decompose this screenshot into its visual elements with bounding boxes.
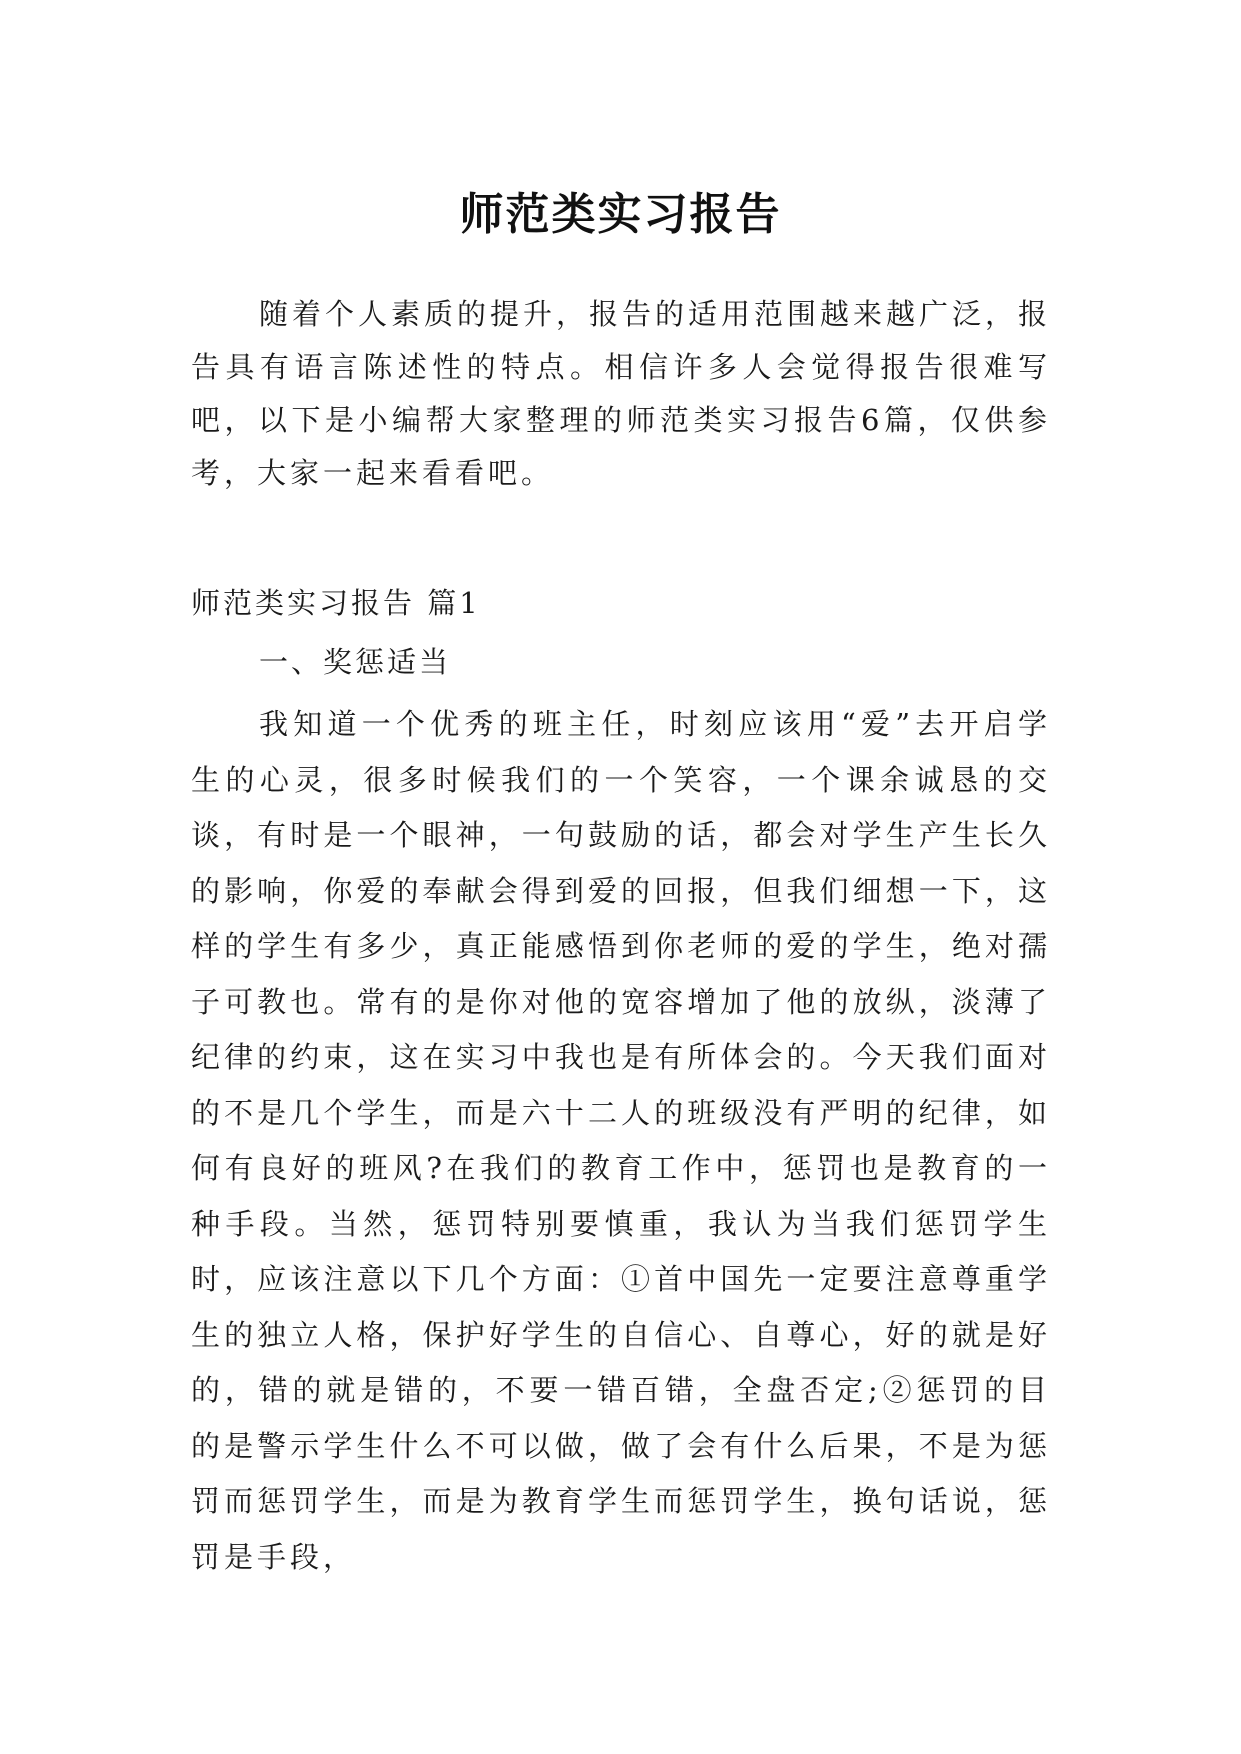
section-heading: 师范类实习报告 篇1 bbox=[191, 586, 481, 620]
intro-paragraph: 随着个人素质的提升，报告的适用范围越来越广泛，报告具有语言陈述性的特点。相信许多人会觉得报告很难写吧，以下是小编帮大家整理的师范类实习报告6篇，仅供参考，大家一起来看看吧。 bbox=[191, 297, 1052, 490]
sub-heading: 一、奖惩适当 bbox=[259, 645, 452, 679]
document-title: 师范类实习报告 bbox=[459, 189, 782, 241]
body-paragraph: 我知道一个优秀的班主任，时刻应该用“爱”去开启学生的心灵，很多时候我们的一个笑容，一个课余诚恳的交谈，有时是一个眼神，一句鼓励的话，都会对学生产生长久的影响，你爱的奉献会得到爱的回报，但我们细想一下，这样的学生有多少，真正能感悟到你老师的爱的学生，绝对孺子可教也。常有的是你对他的宽容增加了他的放纵，淡薄了纪律的约束，这在实习中我也是有所体会的。今天我们面对的不是几个学生，而是六十二人的班级没有严明的纪律，如何有良好的班风?在我们的教育工作中，惩罚也是教育的一种手段。当然，惩罚特别要慎重，我认为当我们惩罚学生时，应该注意以下几个方面：①首中国先一定要注意尊重学生的独立人格，保护好学生的自信心、自尊心，好的就是好的，错的就是错的，不要一错百错，全盘否定;②惩罚的目的是警示学生什么不可以做，做了会有什么后果，不是为惩罚而惩罚学生，而是为教育学生而惩罚学生，换句话说，惩罚是手段， bbox=[191, 707, 1051, 1574]
